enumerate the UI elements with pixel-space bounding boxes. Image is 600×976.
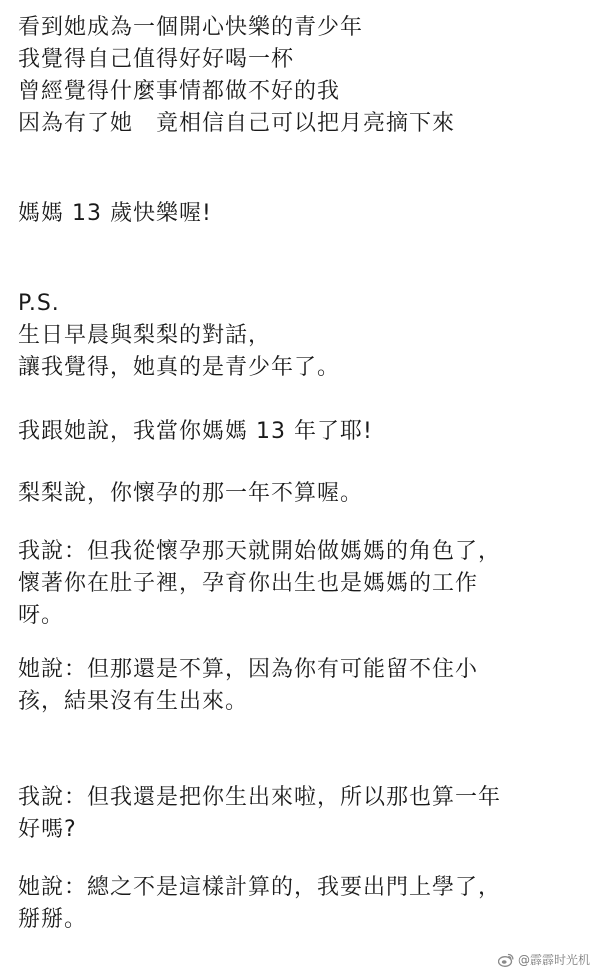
post-line: 看到她成為一個開心快樂的青少年 — [18, 15, 364, 40]
post-line: 我跟她說，我當你媽媽 13 年了耶! — [18, 419, 373, 444]
post-line: 我說：但我還是把你生出來啦，所以那也算一年 — [18, 785, 502, 810]
post-line: 曾經覺得什麼事情都做不好的我 — [18, 79, 341, 104]
weibo-icon — [498, 953, 514, 967]
post-line: P.S. — [18, 291, 60, 316]
post-line: 掰掰。 — [18, 907, 88, 932]
post-line: 我說：但我從懷孕那天就開始做媽媽的角色了， — [18, 539, 502, 564]
post-line: 呀。 — [18, 603, 65, 628]
post-line: 因為有了她 竟相信自己可以把月亮摘下來 — [18, 111, 456, 136]
post-line: 她說：但那還是不算，因為你有可能留不住小 — [18, 657, 479, 682]
post-line: 我覺得自己值得好好喝一杯 — [18, 47, 295, 72]
watermark-text: @霹霹时光机 — [517, 953, 590, 967]
post-line: 讓我覺得，她真的是青少年了。 — [18, 355, 341, 380]
post-line: 懷著你在肚子裡，孕育你出生也是媽媽的工作 — [18, 571, 479, 596]
post-line: 孩，結果沒有生出來。 — [18, 689, 249, 714]
post-line: 她說：總之不是這樣計算的，我要出門上學了， — [18, 875, 502, 900]
post-line: 好嗎? — [18, 817, 77, 842]
post-line: 生日早晨與梨梨的對話， — [18, 323, 272, 348]
watermark — [498, 951, 590, 968]
post-line: 媽媽 13 歲快樂喔! — [18, 201, 212, 226]
post-line: 梨梨說，你懷孕的那一年不算喔。 — [18, 481, 364, 506]
